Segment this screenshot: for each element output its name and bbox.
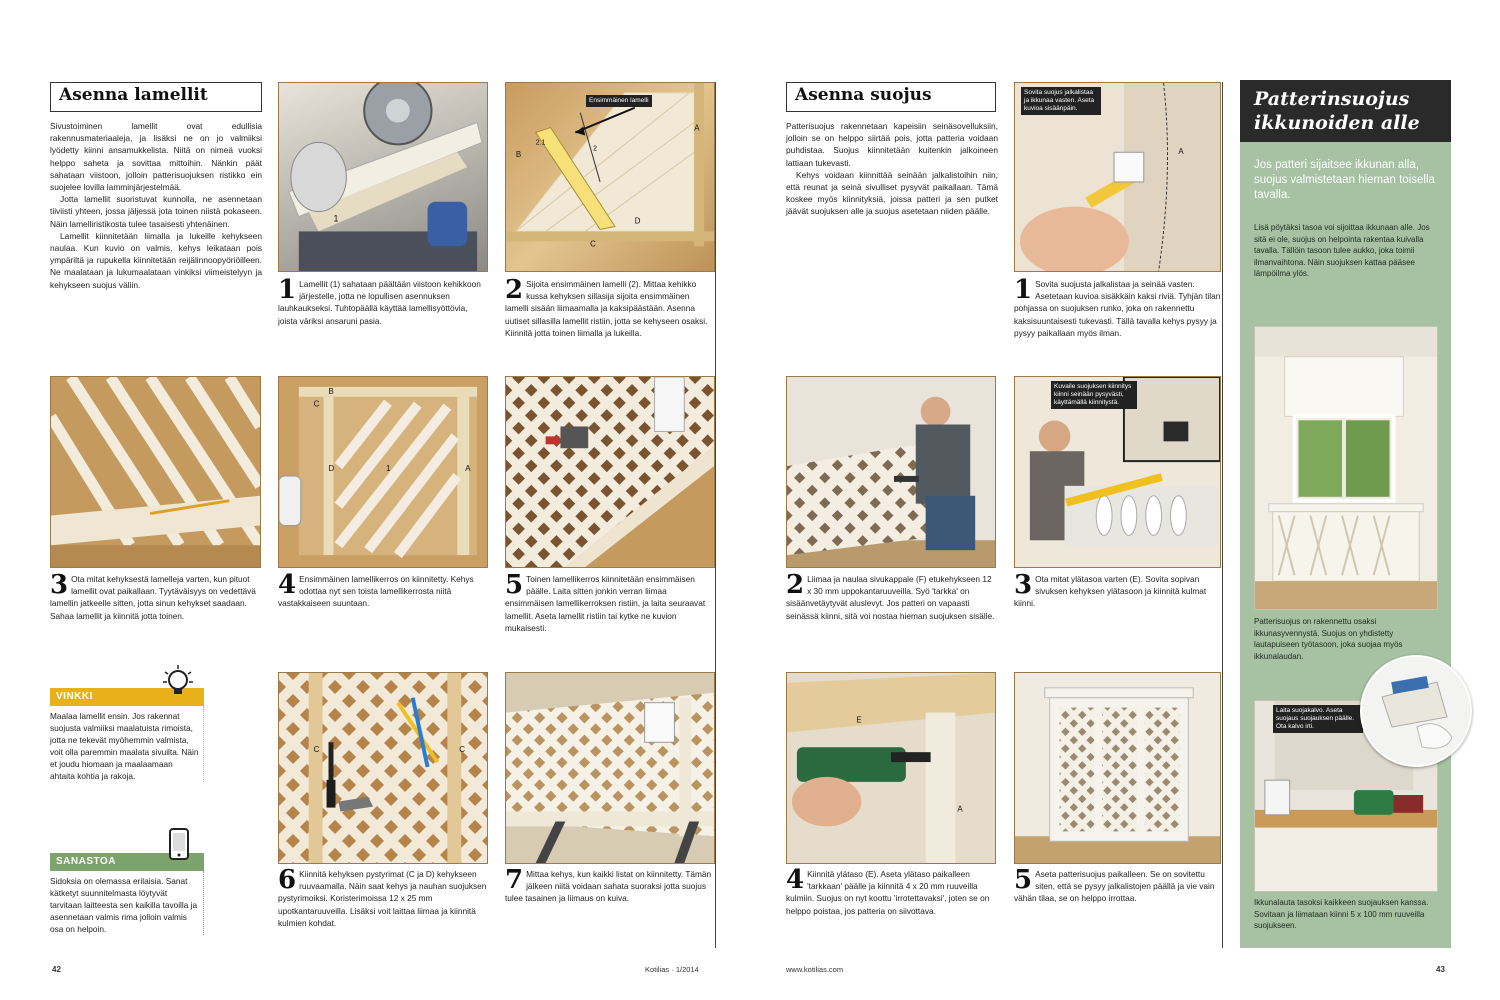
right-section-title	[786, 82, 996, 112]
right-step-4-text: Kiinnitä ylätaso (E). Aseta ylätaso paikalleen 'tarkkaan' päälle ja kiinnitä 4 x 20 mm ruuveilla kulmiin. Suojus on nyt koottu 'irrotettavaksi', joten se on helppo poistaa, jos patteria on siivottava.	[786, 869, 990, 916]
p6-letter-c2: C	[459, 745, 465, 755]
feature-caption-1: Patterisuojus on rakennettu osaksi ikkunasyvennystä. Suojus on yhdistetty lautapuiseen työtasoon, joka suojaa myös ikkunalaudan.	[1254, 617, 1403, 661]
right-step-3-caption	[1014, 570, 1221, 610]
photo-right-step-1-glue	[1014, 82, 1221, 272]
right-step-1-caption	[1014, 275, 1221, 339]
rp4-letter-e: E	[856, 715, 862, 725]
left-step-7-number: 7	[505, 865, 524, 895]
feature-intro: Jos patteri sijaitsee ikkunan alla, suojus valmistetaan hieman toisella tavalla.	[1254, 159, 1435, 201]
left-step-6-caption	[278, 865, 488, 929]
photo-right-step-3-level	[1014, 376, 1221, 568]
right-step-5-caption	[1014, 865, 1221, 905]
photo-right-step-5-finished	[1014, 672, 1221, 864]
p2-letter-d: D	[634, 216, 641, 226]
right-step-5-text: Aseta patterisuojus paikalleen. Se on sovitettu siten, että se pysyy jalkalistojen päällä ja vie vain vähän tilaa, se on helppo irrottaa.	[1014, 869, 1215, 904]
right-intro	[786, 120, 998, 218]
left-footer-issue: 1/2014	[675, 965, 699, 974]
left-footer-magazine	[645, 965, 699, 974]
left-step-4-text: Ensimmäinen lamellikerros on kiinnitetty. Kehys odottaa nyt sen toista lamellikerrosta niitä vastakkaiseen suuntaan.	[278, 574, 474, 609]
left-step-4-caption	[278, 570, 488, 610]
left-step-2-caption	[505, 275, 715, 339]
feature-title-line2: ikkunoiden alle	[1254, 112, 1420, 134]
photo-step-7-finished-lattice	[505, 672, 715, 864]
rp1-callout: Sovita suojus jalkalistaa ja ikkunaa vasten. Aseta kuvioa sisäänpäin.	[1021, 87, 1101, 115]
left-step-5-number: 5	[505, 570, 524, 600]
photo-right-step-2-man-nailing	[786, 376, 996, 568]
rp4-letter-a: A	[957, 804, 963, 814]
p2-letter-21: 2.1	[535, 139, 546, 147]
feature-caption-2: Ikkunalauta tasoksi kaikkeen suojauksen kanssa. Sovitaan ja liimataan kiinni 5 x 100 mm ruuveilla suojukseen.	[1254, 898, 1429, 930]
right-step-2-text: Liimaa ja naulaa sivukappale (F) etukehykseen 12 x 30 mm uppokantaruuveilla. Syö 'tarkka' on sisäänvetäytyvät aluslevyt. Jos patteri on vapaasti seinässä kiinni, sitä voi nostaa hieman suojuksen sisälle.	[786, 574, 995, 621]
photo-step-4-frame	[278, 376, 488, 568]
tip-heading: VINKKI	[56, 691, 93, 702]
lightbulb-icon	[162, 664, 194, 698]
photo-right-step-4-drill	[786, 672, 996, 864]
glossary-heading: SANASTOA	[56, 856, 116, 867]
tip-box	[50, 688, 204, 782]
p4-letter-a: A	[465, 464, 471, 474]
left-step-6-text: Kiinnitä kehyksen pystyrimat (C ja D) kehykseen ruuvaamalla. Näin saat kehys ja nauhan suojuksen pystyrimoiksi. Koristerimoissa 12 x 25 mm upotkantaruuveilla. Lisäksi voit laittaa liimaa ja kiinnitä kulmien kohdat.	[278, 869, 487, 928]
right-intro-p1: Patterisuojus rakennetaan kapeisiin seinäsovelluksiin, jolloin se on helppo siirtää pois, jotta patteria voidaan puhdistaa. Suojus kiinnitetään kuitenkin jalkoineen lattiaan tukevasti.	[786, 121, 998, 168]
left-footer-separator: ·	[671, 965, 676, 974]
feature-title-line1: Patterinsuojus	[1254, 88, 1410, 110]
glossary-box	[50, 853, 204, 935]
left-step-3-caption	[50, 570, 262, 622]
left-step-3-text: Ota mitat kehyksestä lamelleja varten, kun pituot lamellit ovat paikallaan. Tyytäväisyys on vedettävä lamellin jatkeelle sitten, jotta sinun kehykset saadaan. Sahaa lamellit ja kiinnitä jotta toinen.	[50, 574, 256, 621]
left-step-1-caption	[278, 275, 488, 327]
left-section-title-text: Asenna lamellit	[59, 85, 208, 105]
phone-icon	[167, 828, 191, 860]
p4-letter-d: D	[328, 464, 335, 474]
right-step-2-number: 2	[786, 570, 805, 600]
left-step-6-number: 6	[278, 865, 297, 895]
left-step-1-text: Lamellit (1) sahataan päältään viistoon kehikkoon järjestelle, jotta ne lopullisen asennuksen lauhkaukseksi. Tuhtopäällä käyttää lamellisyöttövia, joista väriksi ansaruni pasia.	[278, 279, 481, 326]
right-step-4-caption	[786, 865, 996, 917]
p4-letter-1: 1	[385, 464, 391, 474]
p4-letter-c: C	[313, 399, 320, 409]
left-step-5-caption	[505, 570, 715, 634]
left-intro-p3: Lamellit kiinnitetään liimalla ja lukeille kehykseen naulaa. Kun kuvio on valmis, kehys leikataan pois ympäriltä ja rupukella kiinnitetään reijälinnoopyöriöilleen. Ne maalataan ja lukumaalataan vinkiksi viimeistelyyn ja kehykseen suojus väliin.	[50, 230, 262, 290]
p2-letter-b: B	[515, 150, 522, 160]
p4-letter-b: B	[328, 386, 334, 396]
left-step-2-text: Sijoita ensimmäinen lamelli (2). Mittaa kehikko kussa kehyksen sillasija sijoita ensimmäinen lamelli sisään liimaamalla ja kaksipäästään. Asenna uutiset sillasilla lamellit ristiin, jotta se kehyseen osaksi. Kiinnitä jotta toinen liimalla ja lukeilla.	[505, 279, 708, 338]
right-step-1-number: 1	[1014, 275, 1033, 305]
right-page-edge	[1222, 82, 1223, 948]
rp3-callout: Kuvaile suojuksen kiinnitys kiinni seinään pysyvästi, käyttämällä kiinnitystä.	[1051, 381, 1137, 409]
left-step-7-caption	[505, 865, 715, 905]
left-intro	[50, 120, 262, 291]
photo-step-2-layout	[505, 82, 715, 272]
left-step-3-number: 3	[50, 570, 69, 600]
photo-step-5-lattice	[505, 376, 715, 568]
left-intro-p2: Jotta lamellit suoristuvat kunnolla, ne asennetaan tiiviisti yhteen, jossa jäljessä jota toinen niistä pokaseen. Näin lamelliristikosta tulee tasaisesti yhtenäinen.	[50, 194, 262, 229]
p2-letter-a: A	[694, 123, 700, 133]
right-step-1-text: Sovita suojusta jalkalistaa ja seinää vasten. Asetetaan kuvioa sisäkkäin kaksi riviä. Tyhjän tilan pohjassa on suojuksen runko, joka on rakennettu kaksisuuntaisesti tukevasti. Tällä tavalla kehys pysyy ja pysyy paikallaan myös ilman.	[1014, 279, 1221, 338]
left-step-7-text: Mittaa kehys, kun kaikki listat on kiinnitetty. Tämän jälkeen niitä voidaan sahata suoraksi jotta suojus tulee tasainen ja liimaus on kuiva.	[505, 869, 712, 904]
right-step-2-caption	[786, 570, 996, 622]
p2-callout: Ensimmäinen lamelli	[586, 95, 652, 107]
right-intro-p2: Kehys voidaan kiinnittää seinään jalkalistoihin niin, että reunat ja seinä sivulliset pysyvät paikallaan. Tämä koskee myös kiinnityksiä, joissa patteri ja sen putket jäävät suojuksen alle ja suojus asetetaan niiden päälle.	[786, 169, 998, 217]
photo-step-1-miter-saw	[278, 82, 488, 272]
left-intro-p1: Sivustoiminen lamellit ovat edullisia rakennusmateriaaleja, ja lisäksi ne on jo valmiiksi lyödetty kiinni ansamukkelista. Niitä on nimeä vuoksi helppo saheta ja sovittaa mittoihin. Nänkin päät sahataan viistoon, jolloin patterisuojuksen ristikko ein suojelee lovilla lamminjärjestelmää.	[50, 121, 262, 193]
feature-inset-circle	[1360, 655, 1472, 767]
p2-letter-c: C	[590, 239, 596, 249]
rp1-letter-a: A	[1178, 147, 1184, 157]
right-step-3-number: 3	[1014, 570, 1033, 600]
feature-callout: Laita suojakalvo. Aseta suojaus suojauksen päälle. Ota kalvo irti.	[1273, 705, 1363, 733]
left-step-5-text: Toinen lamellikerros kiinnitetään ensimmäisen päälle. Laita sitten jonkin verran liimaa ensimmäisen lamellikerroksen ristiin, ja laita seuraavat lamellit. Aseta lamellit ristiin tai kytke ne kuvion mukaisesti.	[505, 574, 706, 633]
right-step-3-text: Ota mitat ylätasoa varten (E). Sovita sopivan sivuksen kehyksen ylätasoon ja kiinnitä kulmat kiinni.	[1014, 574, 1207, 609]
feature-title	[1240, 80, 1451, 142]
p2-letter-2: 2	[593, 145, 598, 153]
feature-panel	[1240, 80, 1451, 948]
left-section-title	[50, 82, 262, 112]
left-footer-mag-name: Kotilias	[645, 965, 670, 974]
photo-feature-window	[1254, 326, 1438, 610]
left-step-1-number: 1	[278, 275, 297, 305]
feature-text-1: Lisä pöytäksi tasoa voi sijoittaa ikkunaan alle. Jos sitä ei ole, suojus on helpointa rakentaa kuivalla tavalla. Tällöin tasoon tulee aukko, joka toimii ilmanvaihtona. Näin suojuksen kattaa pääsee lämpöilma ylös.	[1254, 223, 1430, 278]
p1-letter-1: 1	[333, 213, 339, 224]
photo-step-6-tools	[278, 672, 488, 864]
left-page-edge	[715, 82, 716, 948]
right-footer-url: www.kotilias.com	[786, 965, 844, 974]
left-step-2-number: 2	[505, 275, 524, 305]
photo-step-3-diagonal-slats	[50, 376, 261, 568]
left-step-4-number: 4	[278, 570, 297, 600]
right-section-title-text: Asenna suojus	[795, 85, 932, 105]
tip-text: Maalaa lamellit ensin. Jos rakennat suojusta valmiiksi maalatuista rimoista, jotta ne tekevät myöhemmin valmista, voit olla paremmin maalata sivuilta. Näin et joudu hiomaan ja maalaamaan ahtaita kohtia ja rakoja.	[50, 706, 204, 782]
left-page-number: 42	[52, 965, 61, 974]
right-page-number: 43	[1436, 965, 1445, 974]
right-step-5-number: 5	[1014, 865, 1033, 895]
right-step-4-number: 4	[786, 865, 805, 895]
p6-letter-c1: C	[313, 745, 320, 755]
glossary-text: Sidoksia on olemassa erilaisia. Sanat kätketyt suunnitelmasta löytyvät tarvitaan laitteesta sen kaikilla tavoilla ja asennetaan valmis rima jolloin valmis osa on helpoin.	[50, 871, 204, 935]
